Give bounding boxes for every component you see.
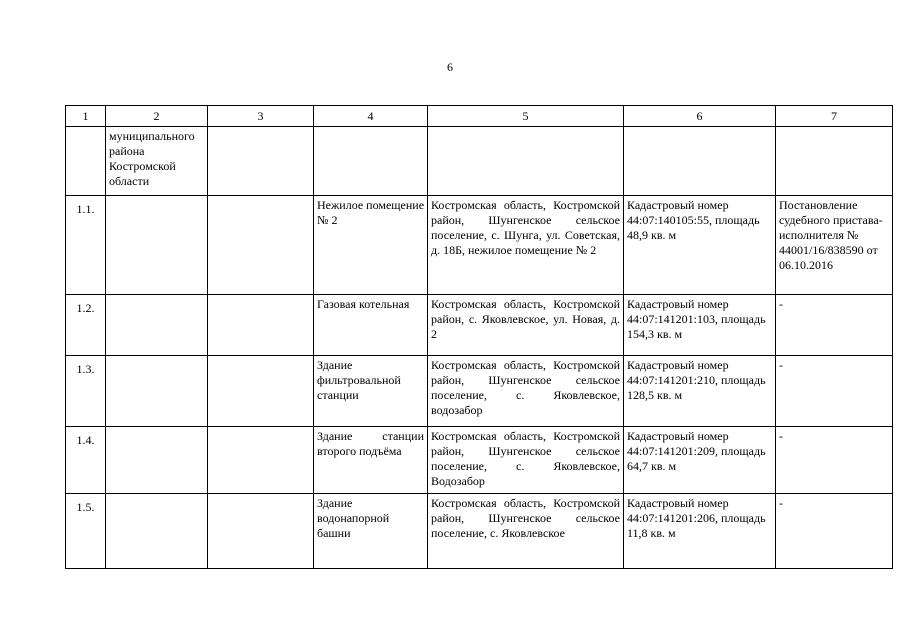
column-header: 1 <box>66 106 106 127</box>
table-row <box>66 295 893 356</box>
table-row <box>66 196 893 295</box>
cell-cadastre: Кадастровый номер 44:07:141201:206, площадь 11,8 кв. м <box>624 494 776 569</box>
cell-number: 1.2. <box>66 295 106 356</box>
cell-cadastre <box>624 127 776 196</box>
cell-owner <box>106 356 208 427</box>
cell-number: 1.3. <box>66 356 106 427</box>
cell-object: Газовая котельная <box>314 295 428 356</box>
table-row <box>66 427 893 494</box>
property-table <box>65 105 893 569</box>
cell-basis: - <box>776 295 893 356</box>
cell-cadastre: Кадастровый номер 44:07:141201:103, площадь 154,3 кв. м <box>624 295 776 356</box>
cell-address: Костромская область, Костромской район, Шунгенское сельское поселение, с. Яковлевское <box>428 494 624 569</box>
cell-object: Здание фильтровальной станции <box>314 356 428 427</box>
cell-owner <box>106 494 208 569</box>
cell-address <box>428 127 624 196</box>
column-header: 3 <box>208 106 314 127</box>
column-header: 4 <box>314 106 428 127</box>
column-header: 7 <box>776 106 893 127</box>
table-row-continuation <box>66 127 893 196</box>
cell-owner <box>106 427 208 494</box>
table-row <box>66 494 893 569</box>
cell-empty <box>208 356 314 427</box>
cell-empty <box>208 127 314 196</box>
cell-empty <box>208 196 314 295</box>
cell-object: Здание станции второго подъёма <box>314 427 428 494</box>
cell-empty <box>208 494 314 569</box>
cell-cadastre: Кадастровый номер 44:07:141201:209, площадь 64,7 кв. м <box>624 427 776 494</box>
cell-address: Костромская область, Костромской район, Шунгенское сельское поселение, с. Яковлевское, Водозабор <box>428 427 624 494</box>
column-header: 2 <box>106 106 208 127</box>
cell-object <box>314 127 428 196</box>
cell-address: Костромская область, Костромской район, Шунгенское сельское поселение, с. Яковлевское, водозабор <box>428 356 624 427</box>
cell-owner <box>106 196 208 295</box>
cell-basis: - <box>776 427 893 494</box>
cell-object: Нежилое помещение № 2 <box>314 196 428 295</box>
cell-basis: Постановление судебного пристава-исполнителя № 44001/16/838590 от 06.10.2016 <box>776 196 893 295</box>
header-row <box>66 106 893 127</box>
cell-object: Здание водонапорной башни <box>314 494 428 569</box>
cell-empty <box>208 295 314 356</box>
column-header: 6 <box>624 106 776 127</box>
cell-number: 1.1. <box>66 196 106 295</box>
cell-number: 1.4. <box>66 427 106 494</box>
cell-address: Костромская область, Костромской район, Шунгенское сельское поселение, с. Шунга, ул. Советская, д. 18Б, нежилое помещение № 2 <box>428 196 624 295</box>
cell-cadastre: Кадастровый номер 44:07:141201:210, площадь 128,5 кв. м <box>624 356 776 427</box>
column-header: 5 <box>428 106 624 127</box>
cell-basis: - <box>776 494 893 569</box>
cell-owner: муниципального района Костромской области <box>106 127 208 196</box>
table-row <box>66 356 893 427</box>
cell-empty <box>208 427 314 494</box>
cell-number <box>66 127 106 196</box>
cell-address: Костромская область, Костромской район, с. Яковлевское, ул. Новая, д. 2 <box>428 295 624 356</box>
cell-basis: - <box>776 356 893 427</box>
page-number: 6 <box>447 60 453 74</box>
cell-cadastre: Кадастровый номер 44:07:140105:55, площадь 48,9 кв. м <box>624 196 776 295</box>
cell-basis <box>776 127 893 196</box>
cell-number: 1.5. <box>66 494 106 569</box>
cell-owner <box>106 295 208 356</box>
